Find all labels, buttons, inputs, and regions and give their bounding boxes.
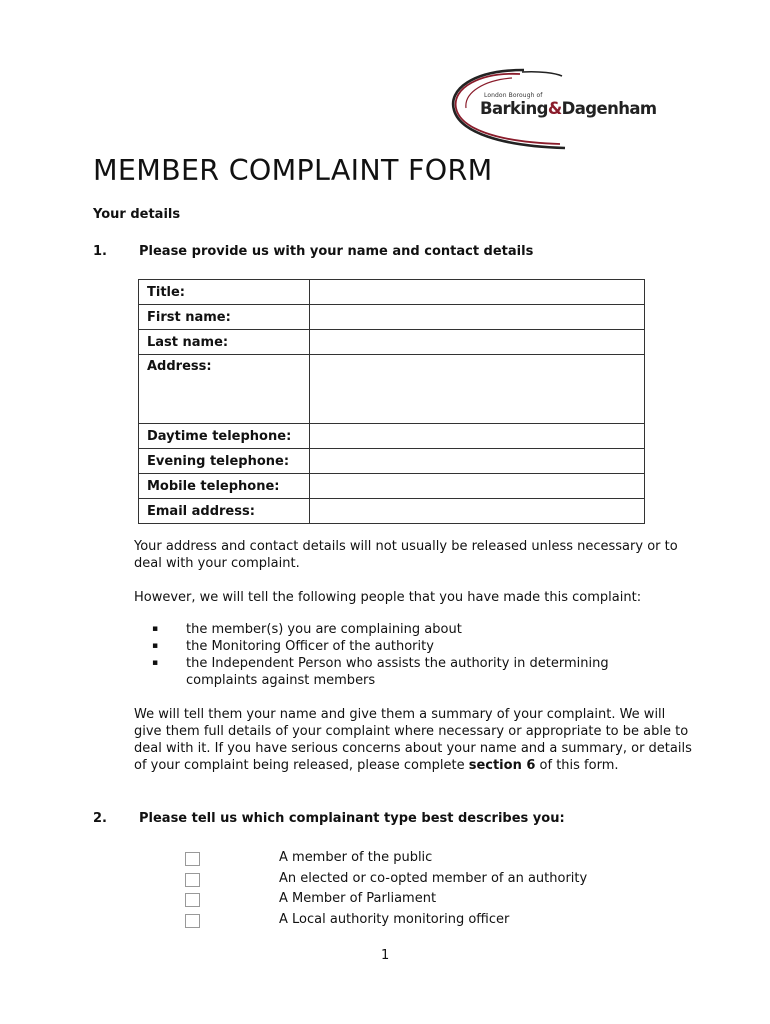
summary-text-end: of this form. (535, 758, 619, 773)
summary-text: We will tell them your name and give them a summary of your complaint. We will give them full details of your complaint where necessary or appropriate to be able to deal with it. If you have serious concerns about your name and a summary, or details of your complaint being released, please complete (134, 707, 692, 773)
address-field[interactable] (310, 355, 645, 424)
list-item (134, 655, 674, 689)
table-row (139, 499, 645, 524)
complainant-type-options (185, 850, 665, 932)
bullet-icon: ▪ (152, 641, 159, 651)
list-item (134, 621, 674, 638)
form-title: MEMBER COMPLAINT FORM (93, 154, 493, 187)
field-label: Mobile telephone: (139, 474, 310, 499)
first-name-field[interactable] (310, 305, 645, 330)
section-6-reference: section 6 (468, 758, 536, 773)
question-1-number: 1. (93, 244, 107, 259)
option-monitoring-officer[interactable] (185, 912, 665, 933)
field-label: Daytime telephone: (139, 424, 310, 449)
question-2-number: 2. (93, 811, 107, 826)
option-label: An elected or co-opted member of an authority (279, 870, 588, 886)
table-row (139, 449, 645, 474)
checkbox[interactable] (185, 893, 200, 907)
field-label: Evening telephone: (139, 449, 310, 474)
notified-people-list (134, 621, 674, 689)
table-row (139, 280, 645, 305)
list-item-text: the member(s) you are complaining about (186, 622, 462, 637)
question-1-text: Please provide us with your name and contact details (139, 244, 534, 259)
notify-paragraph: However, we will tell the following people that you have made this complaint: (134, 590, 642, 605)
bullet-icon: ▪ (152, 658, 159, 668)
option-label: A Member of Parliament (279, 891, 437, 906)
section-heading-your-details: Your details (93, 207, 181, 222)
table-row (139, 305, 645, 330)
list-item-text: the Independent Person who assists the authority in determining complaints against members (186, 656, 609, 688)
title-field[interactable] (310, 280, 645, 305)
privacy-paragraph: Your address and contact details will not usually be released unless necessary or to deal with your complaint. (134, 539, 678, 571)
list-item (134, 638, 674, 655)
daytime-telephone-field[interactable] (310, 424, 645, 449)
question-2-text: Please tell us which complainant type best describes you: (139, 811, 565, 826)
field-label: Address: (139, 355, 310, 424)
field-label: Email address: (139, 499, 310, 524)
council-logo (450, 68, 670, 150)
logo-ampersand: & (547, 99, 562, 118)
table-row (139, 330, 645, 355)
logo-name-part2: Dagenham (561, 99, 657, 118)
checkbox[interactable] (185, 852, 200, 866)
option-member-of-public[interactable] (185, 850, 665, 871)
logo-name-part1: Barking (480, 99, 548, 118)
table-row (139, 355, 645, 424)
option-elected-member[interactable] (185, 871, 665, 892)
page-number: 1 (381, 948, 390, 963)
summary-paragraph (134, 706, 694, 774)
list-item-text: the Monitoring Officer of the authority (186, 639, 434, 654)
mobile-telephone-field[interactable] (310, 474, 645, 499)
checkbox[interactable] (185, 914, 200, 928)
last-name-field[interactable] (310, 330, 645, 355)
option-label: A member of the public (279, 850, 433, 865)
email-address-field[interactable] (310, 499, 645, 524)
field-label: First name: (139, 305, 310, 330)
logo-name (480, 99, 657, 118)
bullet-icon: ▪ (152, 624, 159, 634)
table-row (139, 424, 645, 449)
option-member-of-parliament[interactable] (185, 891, 665, 912)
field-label: Title: (139, 280, 310, 305)
checkbox[interactable] (185, 873, 200, 887)
table-row (139, 474, 645, 499)
field-label: Last name: (139, 330, 310, 355)
logo-small-text: London Borough of (484, 92, 543, 99)
contact-details-table (138, 279, 645, 524)
evening-telephone-field[interactable] (310, 449, 645, 474)
option-label: A Local authority monitoring officer (279, 911, 510, 927)
